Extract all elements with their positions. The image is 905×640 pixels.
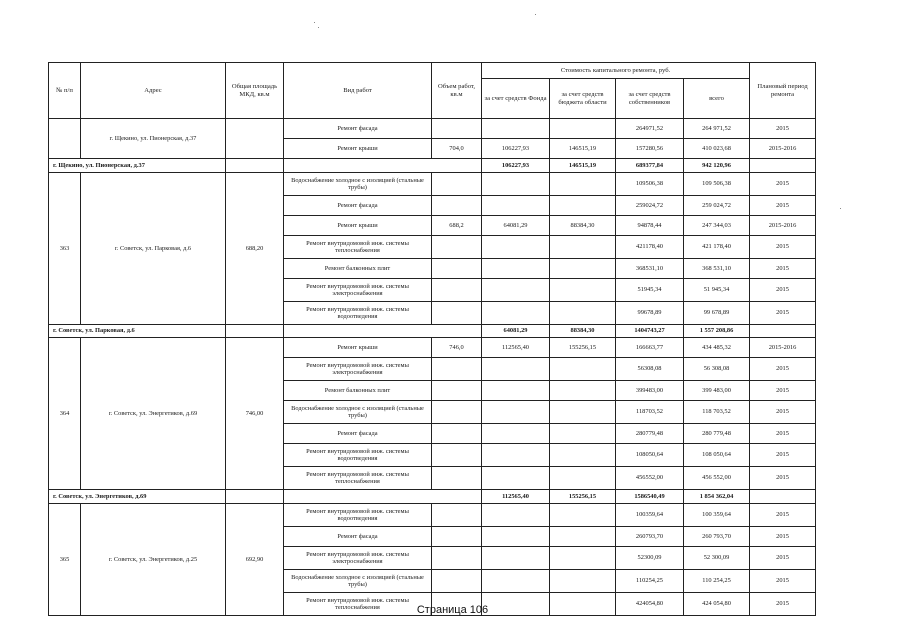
row-period: 2015 — [750, 504, 816, 527]
row-regional — [550, 302, 616, 325]
total-fund: 64081,29 — [482, 325, 550, 338]
row-area — [226, 119, 284, 159]
row-own: 51945,34 — [616, 279, 684, 302]
row-fund — [482, 358, 550, 381]
row-total: 264 971,52 — [684, 119, 750, 139]
col-volume-header: Объем работ, кв.м — [432, 63, 482, 119]
col-regional-header: за счет средств бюджета области — [550, 79, 616, 119]
row-total: 56 308,08 — [684, 358, 750, 381]
row-total: 52 300,09 — [684, 547, 750, 570]
repair-table — [48, 62, 816, 616]
row-own: 157280,56 — [616, 139, 684, 159]
col-own-header: за счет средств собственников — [616, 79, 684, 119]
total-sum: 1 557 208,86 — [684, 325, 750, 338]
row-work: Ремонт внутридомовой инж. системы теплоснабжения — [284, 467, 432, 490]
row-own: 110254,25 — [616, 570, 684, 593]
row-address: г. Щекино, ул. Пионерская, д.37 — [81, 119, 226, 159]
row-regional — [550, 467, 616, 490]
col-num-header: № п/п — [49, 63, 81, 119]
table-row — [49, 504, 816, 527]
total-area — [226, 159, 284, 173]
row-volume — [432, 424, 482, 444]
row-work: Водоснабжение холодное с изоляцией (стальные трубы) — [284, 570, 432, 593]
row-fund — [482, 424, 550, 444]
row-fund — [482, 173, 550, 196]
row-work: Ремонт внутридомовой инж. системы электроснабжения — [284, 279, 432, 302]
row-regional — [550, 527, 616, 547]
row-total: 368 531,10 — [684, 259, 750, 279]
row-num: 363 — [49, 173, 81, 325]
row-work: Ремонт внутридомовой инж. системы водоотведения — [284, 302, 432, 325]
row-work: Ремонт внутридомовой инж. системы электроснабжения — [284, 547, 432, 570]
row-work: Ремонт крыши — [284, 139, 432, 159]
col-cost-group-header: Стоимость капитального ремонта, руб. — [482, 63, 750, 79]
total-fund: 106227,93 — [482, 159, 550, 173]
table-row — [49, 338, 816, 358]
row-total: 100 359,64 — [684, 504, 750, 527]
total-empty — [284, 159, 482, 173]
row-volume — [432, 547, 482, 570]
total-empty — [284, 490, 482, 504]
row-fund — [482, 196, 550, 216]
row-work: Ремонт балконных плит — [284, 259, 432, 279]
total-period — [750, 325, 816, 338]
row-volume — [432, 302, 482, 325]
row-fund — [482, 401, 550, 424]
row-work: Ремонт внутридомовой инж. системы теплоснабжения — [284, 593, 432, 616]
row-own: 166663,77 — [616, 338, 684, 358]
row-own: 52300,09 — [616, 547, 684, 570]
row-volume — [432, 570, 482, 593]
row-own: 108050,64 — [616, 444, 684, 467]
row-volume: 704,0 — [432, 139, 482, 159]
row-fund: 112565,40 — [482, 338, 550, 358]
row-volume — [432, 358, 482, 381]
total-fund: 112565,40 — [482, 490, 550, 504]
row-fund: 106227,93 — [482, 139, 550, 159]
row-total: 118 703,52 — [684, 401, 750, 424]
row-area: 746,00 — [226, 338, 284, 490]
row-volume — [432, 119, 482, 139]
row-period: 2015 — [750, 279, 816, 302]
row-fund — [482, 444, 550, 467]
row-volume — [432, 444, 482, 467]
total-regional: 146515,19 — [550, 159, 616, 173]
row-own: 260793,70 — [616, 527, 684, 547]
row-work: Ремонт внутридомовой инж. системы электроснабжения — [284, 358, 432, 381]
row-area: 692,90 — [226, 504, 284, 616]
total-own: 1586540,49 — [616, 490, 684, 504]
row-regional: 155256,15 — [550, 338, 616, 358]
row-address: г. Советск, ул. Энергетиков, д.69 — [81, 338, 226, 490]
row-total: 424 054,80 — [684, 593, 750, 616]
row-num: 365 — [49, 504, 81, 616]
row-fund — [482, 259, 550, 279]
total-address: г. Советск, ул. Парковая, д.6 — [49, 325, 226, 338]
row-regional — [550, 173, 616, 196]
row-period: 2015 — [750, 593, 816, 616]
row-work: Ремонт внутридомовой инж. системы теплоснабжения — [284, 236, 432, 259]
row-regional — [550, 279, 616, 302]
row-period: 2015 — [750, 444, 816, 467]
row-period: 2015 — [750, 173, 816, 196]
row-regional — [550, 504, 616, 527]
row-work: Водоснабжение холодное с изоляцией (стальные трубы) — [284, 401, 432, 424]
row-work: Ремонт фасада — [284, 119, 432, 139]
row-regional — [550, 119, 616, 139]
total-address: г. Советск, ул. Энергетиков, д.69 — [49, 490, 226, 504]
row-volume — [432, 401, 482, 424]
row-num — [49, 119, 81, 159]
row-regional — [550, 547, 616, 570]
row-own: 368531,10 — [616, 259, 684, 279]
row-total: 110 254,25 — [684, 570, 750, 593]
row-total: 421 178,40 — [684, 236, 750, 259]
row-work: Ремонт фасада — [284, 424, 432, 444]
scan-speck — [535, 14, 536, 15]
row-total: 456 552,00 — [684, 467, 750, 490]
total-regional: 155256,15 — [550, 490, 616, 504]
row-fund — [482, 279, 550, 302]
row-fund — [482, 527, 550, 547]
row-work: Ремонт крыши — [284, 338, 432, 358]
row-period: 2015 — [750, 381, 816, 401]
row-period: 2015 — [750, 259, 816, 279]
row-period: 2015 — [750, 547, 816, 570]
row-volume — [432, 467, 482, 490]
row-period: 2015 — [750, 401, 816, 424]
row-period: 2015 — [750, 467, 816, 490]
row-regional: 146515,19 — [550, 139, 616, 159]
row-volume — [432, 196, 482, 216]
col-total-header: всего — [684, 79, 750, 119]
row-own: 100359,64 — [616, 504, 684, 527]
total-address: г. Щекино, ул. Пионерская, д.37 — [49, 159, 226, 173]
row-total: 259 024,72 — [684, 196, 750, 216]
row-work: Ремонт фасада — [284, 196, 432, 216]
row-period: 2015 — [750, 236, 816, 259]
col-area-header: Общая площадь МКД, кв.м — [226, 63, 284, 119]
table-row — [49, 173, 816, 196]
row-work: Ремонт внутридомовой инж. системы водоотведения — [284, 504, 432, 527]
row-volume — [432, 279, 482, 302]
row-period: 2015 — [750, 358, 816, 381]
scan-speck — [840, 208, 841, 209]
row-own: 99678,89 — [616, 302, 684, 325]
document-sheet — [48, 62, 815, 616]
row-work: Ремонт крыши — [284, 216, 432, 236]
row-regional — [550, 570, 616, 593]
row-address: г. Советск, ул. Парковая, д.6 — [81, 173, 226, 325]
scan-speck — [318, 27, 319, 28]
row-volume — [432, 504, 482, 527]
row-fund — [482, 467, 550, 490]
total-sum: 942 120,96 — [684, 159, 750, 173]
row-total: 247 344,03 — [684, 216, 750, 236]
row-regional — [550, 358, 616, 381]
row-regional — [550, 444, 616, 467]
row-regional: 88384,30 — [550, 216, 616, 236]
row-own: 94878,44 — [616, 216, 684, 236]
row-work: Ремонт балконных плит — [284, 381, 432, 401]
row-own: 456552,00 — [616, 467, 684, 490]
row-volume — [432, 527, 482, 547]
total-area — [226, 325, 284, 338]
row-volume — [432, 381, 482, 401]
row-period: 2015 — [750, 527, 816, 547]
row-own: 259024,72 — [616, 196, 684, 216]
total-row — [49, 325, 816, 338]
row-total: 260 793,70 — [684, 527, 750, 547]
row-own: 424054,80 — [616, 593, 684, 616]
row-total: 109 506,38 — [684, 173, 750, 196]
col-address-header: Адрес — [81, 63, 226, 119]
row-period: 2015 — [750, 196, 816, 216]
row-own: 399483,00 — [616, 381, 684, 401]
row-fund — [482, 236, 550, 259]
row-period: 2015 — [750, 119, 816, 139]
total-period — [750, 490, 816, 504]
row-own: 109506,38 — [616, 173, 684, 196]
row-regional — [550, 381, 616, 401]
row-fund — [482, 119, 550, 139]
row-period: 2015 — [750, 302, 816, 325]
total-own: 689377,84 — [616, 159, 684, 173]
row-own: 421178,40 — [616, 236, 684, 259]
total-regional: 88384,30 — [550, 325, 616, 338]
row-volume — [432, 236, 482, 259]
row-area: 688,20 — [226, 173, 284, 325]
row-period: 2015 — [750, 570, 816, 593]
row-fund — [482, 302, 550, 325]
row-total: 410 023,68 — [684, 139, 750, 159]
row-period: 2015-2016 — [750, 139, 816, 159]
row-own: 118703,52 — [616, 401, 684, 424]
row-period: 2015 — [750, 424, 816, 444]
row-address: г. Советск, ул. Энергетиков, д.25 — [81, 504, 226, 616]
row-work: Ремонт внутридомовой инж. системы водоотведения — [284, 444, 432, 467]
row-total: 399 483,00 — [684, 381, 750, 401]
row-fund: 64081,29 — [482, 216, 550, 236]
row-regional — [550, 196, 616, 216]
row-regional — [550, 236, 616, 259]
col-period-header: Плановый период ремонта — [750, 63, 816, 119]
row-own: 280779,48 — [616, 424, 684, 444]
row-total: 434 485,32 — [684, 338, 750, 358]
total-period — [750, 159, 816, 173]
row-regional — [550, 259, 616, 279]
row-period: 2015-2016 — [750, 338, 816, 358]
row-fund — [482, 504, 550, 527]
row-total: 99 678,89 — [684, 302, 750, 325]
row-volume: 688,2 — [432, 216, 482, 236]
col-work-header: Вид работ — [284, 63, 432, 119]
row-total: 108 050,64 — [684, 444, 750, 467]
row-regional — [550, 401, 616, 424]
total-sum: 1 854 362,04 — [684, 490, 750, 504]
row-fund — [482, 547, 550, 570]
row-period: 2015-2016 — [750, 216, 816, 236]
row-volume: 746,0 — [432, 338, 482, 358]
row-work: Ремонт фасада — [284, 527, 432, 547]
page-number: Страница 106 — [416, 604, 489, 616]
table-row — [49, 119, 816, 139]
row-own: 56308,08 — [616, 358, 684, 381]
row-total: 280 779,48 — [684, 424, 750, 444]
col-fund-header: за счет средств Фонда — [482, 79, 550, 119]
row-fund — [482, 381, 550, 401]
total-row — [49, 490, 816, 504]
row-work: Водоснабжение холодное с изоляцией (стальные трубы) — [284, 173, 432, 196]
scan-speck — [314, 22, 315, 23]
total-own: 1404743,27 — [616, 325, 684, 338]
total-area — [226, 490, 284, 504]
row-total: 51 945,34 — [684, 279, 750, 302]
row-fund — [482, 570, 550, 593]
row-own: 264971,52 — [616, 119, 684, 139]
row-num: 364 — [49, 338, 81, 490]
total-empty — [284, 325, 482, 338]
total-row — [49, 159, 816, 173]
row-volume — [432, 173, 482, 196]
row-regional — [550, 424, 616, 444]
row-volume — [432, 259, 482, 279]
